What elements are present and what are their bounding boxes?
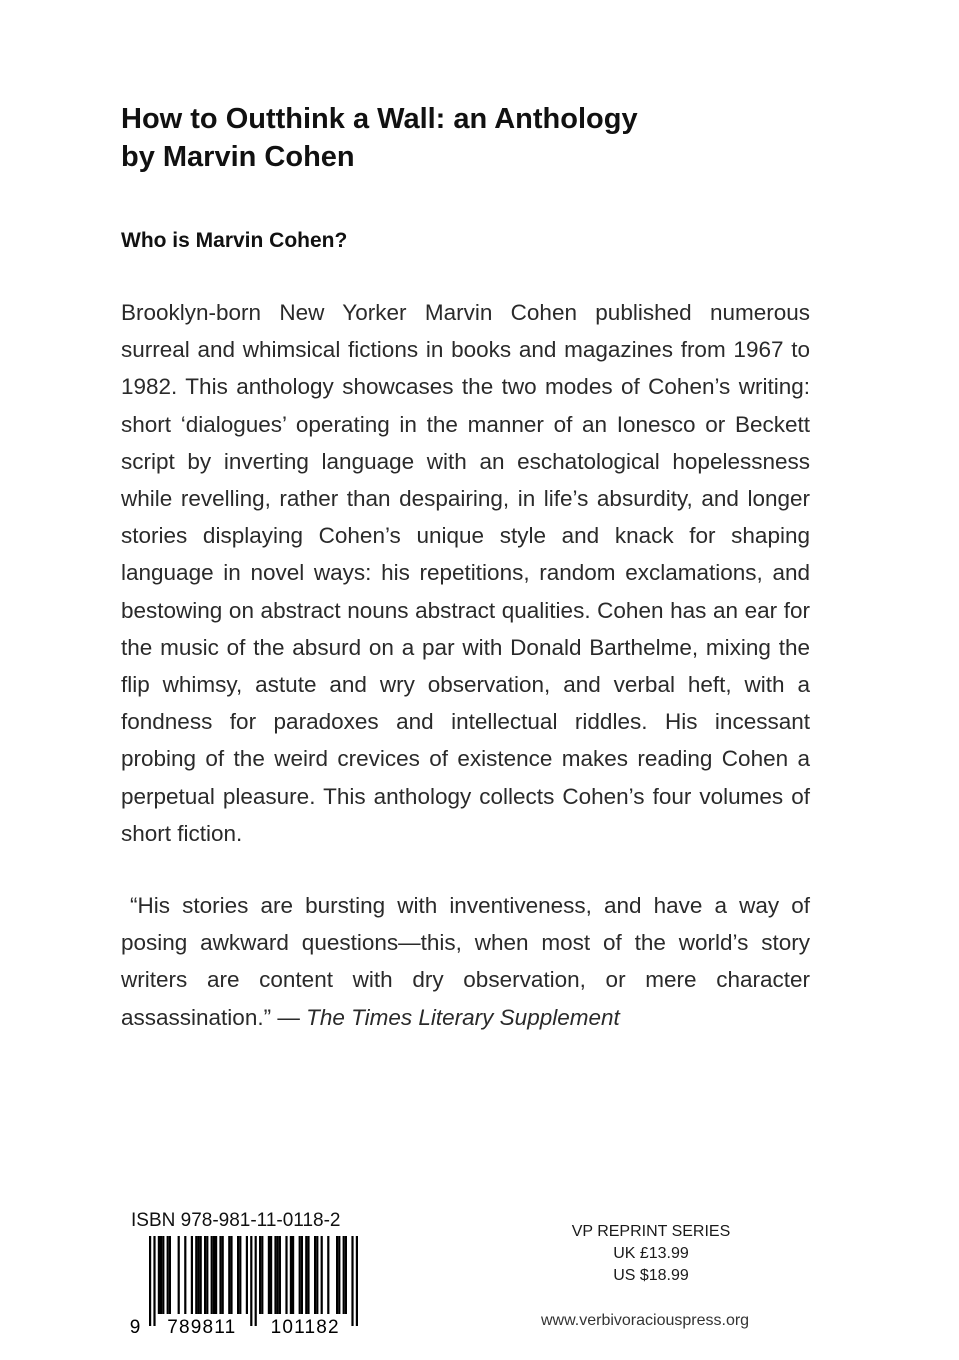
- barcode-bar: [301, 1236, 303, 1314]
- barcode-bar: [211, 1236, 213, 1314]
- barcode-bar: [162, 1236, 164, 1314]
- barcode-bar: [195, 1236, 197, 1314]
- barcode-bar: [228, 1236, 230, 1314]
- barcode-bar: [338, 1236, 340, 1314]
- section-heading: Who is Marvin Cohen?: [121, 229, 348, 252]
- barcode-bar: [191, 1236, 193, 1314]
- retail-info: [545, 1221, 757, 1287]
- title-line-2: by Marvin Cohen: [121, 141, 355, 173]
- quote-text: “His stories are bursting with inventiveness, and have a way of posing awkward questions—this, when most of the world’s story writers are content with dry observation, or mere character assassination.” —: [121, 893, 810, 1030]
- barcode-bar: [149, 1236, 151, 1326]
- barcode-bar: [213, 1236, 215, 1314]
- barcode-bar: [255, 1236, 257, 1326]
- barcode-bar: [321, 1236, 323, 1314]
- barcode-bar: [316, 1236, 318, 1314]
- publisher-website: www.verbivoraciouspress.org: [541, 1312, 750, 1329]
- barcode-bar: [160, 1236, 162, 1314]
- barcode-bar: [200, 1236, 202, 1314]
- barcode-bar: [285, 1236, 287, 1314]
- barcode-bar: [204, 1236, 206, 1314]
- barcode-icon: [127, 1236, 359, 1336]
- barcode-bar: [178, 1236, 180, 1314]
- title-line-1: How to Outthink a Wall: an Anthology: [121, 103, 638, 135]
- review-quote: [121, 887, 810, 1036]
- barcode-bar: [299, 1236, 301, 1314]
- barcode-bar: [270, 1236, 272, 1314]
- barcode-bar: [250, 1236, 252, 1326]
- barcode-bar: [237, 1236, 239, 1314]
- barcode-bar: [222, 1236, 224, 1314]
- barcode-bar: [169, 1236, 171, 1314]
- book-title: [121, 100, 821, 176]
- barcode-bar: [307, 1236, 309, 1314]
- barcode-bar: [167, 1236, 169, 1314]
- barcode-bar: [219, 1236, 221, 1314]
- barcode-bar: [268, 1236, 270, 1314]
- barcode-bar: [206, 1236, 208, 1314]
- barcode-bar: [351, 1236, 353, 1326]
- barcode-digits: 789811: [167, 1317, 237, 1336]
- series-label: VP REPRINT SERIES: [571, 1223, 731, 1240]
- barcode-bar: [246, 1236, 248, 1314]
- barcode-bar: [184, 1236, 186, 1314]
- barcode-bar: [279, 1236, 281, 1314]
- barcode-bar: [158, 1236, 160, 1314]
- barcode-bar: [239, 1236, 241, 1314]
- barcode-bar: [215, 1236, 217, 1314]
- quote-source: The Times Literary Supplement: [306, 1004, 620, 1030]
- barcode-bar: [274, 1236, 276, 1314]
- price-uk: UK £13.99: [613, 1245, 689, 1262]
- barcode-bar: [292, 1236, 294, 1314]
- barcode-bar: [327, 1236, 329, 1314]
- barcode-bar: [230, 1236, 232, 1314]
- blurb-paragraph: Brooklyn-born New Yorker Marvin Cohen published numerous surreal and whimsical fictions in books and magazines from 1967 to 1982. This anthology showcases the two modes of Cohen’s writing: short ‘dialogues’ operating in the manner of an Ionesco or Beckett script by inverting language with an eschatological hopelessness while revelling, rather than despairing, in life’s absurdity, and longer stories displaying Cohen’s unique style and knack for shaping language in novel ways: his repetitions, random exclamations, and bestowing on abstract nouns abstract qualities. Cohen has an ear for the music of the absurd on a par with Donald Barthelme, mixing the flip whimsy, astute and wry observation, and verbal heft, with a fondness for paradoxes and intellectual riddles. His incessant probing of the weird crevices of existence makes reading Cohen a perpetual pleasure. This anthology collects Cohen’s four volumes of short fiction.: [121, 300, 810, 846]
- barcode-bar: [336, 1236, 338, 1314]
- barcode-digits: 9: [129, 1317, 141, 1336]
- barcode-bar: [259, 1236, 261, 1314]
- isbn-label: ISBN 978-981-11-0118-2: [131, 1210, 341, 1231]
- barcode-bar: [345, 1236, 347, 1314]
- barcode-bar: [343, 1236, 345, 1314]
- barcode-block: [127, 1209, 359, 1335]
- barcode-bar: [277, 1236, 279, 1314]
- price-us: US $18.99: [613, 1267, 689, 1284]
- barcode-bar: [305, 1236, 307, 1314]
- barcode-bar: [290, 1236, 292, 1314]
- barcode-bar: [356, 1236, 358, 1326]
- barcode-bar: [153, 1236, 155, 1326]
- barcode-bar: [314, 1236, 316, 1314]
- barcode-bar: [261, 1236, 263, 1314]
- barcode-digits: 101182: [270, 1317, 340, 1336]
- barcode-bar: [197, 1236, 199, 1314]
